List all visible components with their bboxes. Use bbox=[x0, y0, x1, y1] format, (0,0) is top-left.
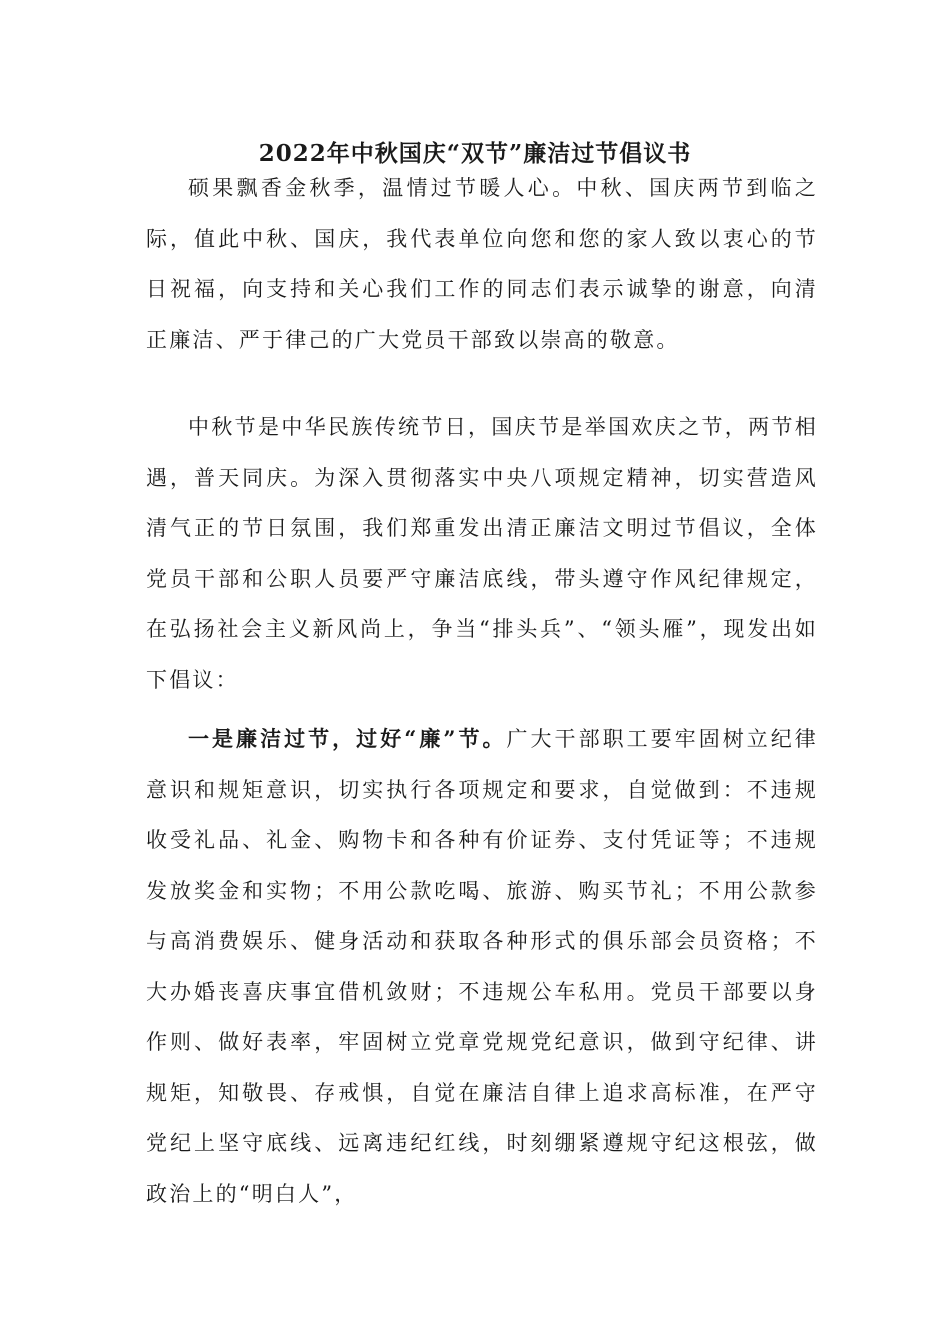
paragraph-1-text: 硕果飘香金秋季，温情过节暖人心。中秋、国庆两节到临之际，值此中秋、国庆，我代表单位向您和您的家人致以衷心的节日祝福，向支持和关心我们工作的同志们表示诚挚的谢意，向清正廉洁、严于律己的广大党员干部致以崇高的敬意。 bbox=[146, 176, 818, 352]
paragraph-2 bbox=[146, 402, 818, 705]
paragraph-1 bbox=[146, 163, 818, 365]
paragraph-3-body: 广大干部职工要牢固树立纪律意识和规矩意识，切实执行各项规定和要求，自觉做到：不违规收受礼品、礼金、购物卡和各种有价证券、支付凭证等；不违规发放奖金和实物；不用公款吃喝、旅游、购买节礼；不用公款参与高消费娱乐、健身活动和获取各种形式的俱乐部会员资格；不大办婚丧喜庆事宜借机敛财；不违规公车私用。党员干部要以身作则、做好表率，牢固树立党章党规党纪意识，做到守纪律、讲规矩，知敬畏、存戒惧，自觉在廉洁自律上追求高标准，在严守党纪上坚守底线、远离违纪红线，时刻绷紧遵规守纪这根弦，做政治上的“明白人”， bbox=[146, 727, 818, 1206]
paragraph-3-text bbox=[146, 714, 818, 1219]
document-title: 2022年中秋国庆“双节”廉洁过节倡议书 bbox=[258, 140, 692, 167]
paragraph-2-text: 中秋节是中华民族传统节日，国庆节是举国欢庆之节，两节相遇，普天同庆。为深入贯彻落实中央八项规定精神，切实营造风清气正的节日氛围，我们郑重发出清正廉洁文明过节倡议，全体党员干部和公职人员要严守廉洁底线，带头遵守作风纪律规定，在弘扬社会主义新风尚上，争当“排头兵”、“领头雁”，现发出如下倡议： bbox=[146, 415, 818, 692]
paragraph-3-lead-heading: 一是廉洁过节，过好“廉”节。 bbox=[188, 726, 507, 751]
paragraph-3 bbox=[146, 714, 818, 1219]
